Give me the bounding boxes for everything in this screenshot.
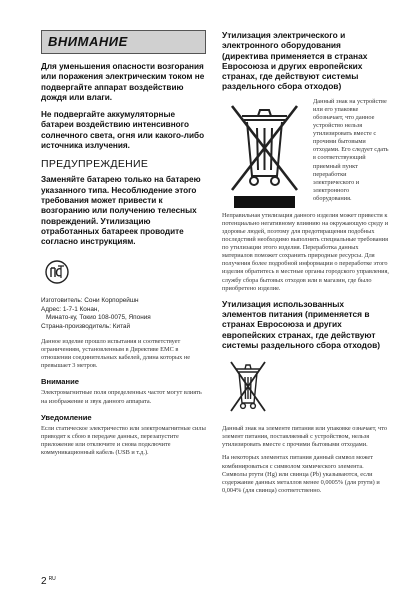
page-number-value: 2: [41, 576, 47, 587]
battery-paragraph-1: Данный знак на элементе питания или упаковке означает, что элемент питания, поставляемый с устройством, нельзя утилизировать вместе с прочими бытовыми отходами.: [222, 425, 388, 449]
page-number: [41, 576, 56, 587]
battery-heading: Утилизация использованных элементов питания (применяется в странах Евросоюза и других европейских странах, где действуют системы раздельного сбора отходов): [222, 298, 381, 350]
weee-side-text: Данный знак на устройстве или его упаковке обозначает, что данное устройство нельзя утилизировать вместе с прочими бытовыми отходами. Его следует сдать в соответствующий приемный пункт переработки электрического и электронного оборудования.: [313, 97, 389, 202]
weee-paragraph: Неправильная утилизация данного изделия может привести к потенциально негативному влиянию на окружающую среду и здоровье людей, поэтому для предотвращения подобных последствий необходимо выполнять специальные требования по утилизации этого изделия. Переработка данных материалов поможет сохранить природные ресурсы. Для получения более подробной информации о переработке этого изделия обратитесь в местные органы городского управления, службу сбора бытовых отходов или в магазин, где было приобретено изделие.: [222, 211, 389, 292]
manufacturer-line: Изготовитель: Сони Корпорейшн: [41, 297, 139, 305]
left-column: [41, 30, 206, 462]
bold-paragraph-2: Не подвергайте аккумуляторные батареи воздействию интенсивного солнечного света, огня или какого-либо источника излучения.: [41, 110, 205, 151]
manufacturer-line: Минато-ку, Токио 108-0075, Япония: [46, 314, 151, 322]
warning-header-box: [41, 30, 206, 54]
warning-header: ВНИМАНИЕ: [48, 34, 128, 49]
caution-heading: ПРЕДУПРЕЖДЕНИЕ: [41, 158, 149, 171]
manufacturer-line: Страна-производитель: Китай: [41, 322, 131, 330]
emc-paragraph: Данное изделие прошло испытания и соответствует ограничениям, установленным в Директиве EMC в отношении соединительных кабелей, длина которых не превышает 3 метров.: [41, 338, 191, 370]
manufacturer-line: Адрес: 1-7-1 Конан,: [41, 305, 100, 313]
notice-paragraph: Если статическое электричество или электромагнитные силы приводят к сбою в передаче данных, перезапустите приложение или отключите и снова подключите коммуникационный кабель (USB и т.д.).: [41, 424, 206, 456]
battery-paragraph-2: На некоторых элементах питания данный символ может комбинироваться с символом химического элемента. Символы ртути (Hg) или свинца (Pb) указываются, если содержание данных металлов менее 0,0005% (для ртути) и 0,004% (для свинца) соответственно.: [222, 454, 380, 494]
weee-heading: Утилизация электрического и электронного оборудования (директива применяется в странах Евросоюза и других европейских странах, где действуют системы раздельного сбора отходов): [222, 30, 368, 92]
language-code: RU: [48, 576, 56, 582]
bold-paragraph-1: Для уменьшения опасности возгорания или поражения электрическим током не подвергайте аппарат воздействию дождя или влаги.: [41, 62, 205, 102]
right-column: [222, 30, 389, 500]
crossed-battery-bin-icon: [226, 359, 270, 417]
bold-paragraph-3: Заменяйте батарею только на батарею указанного типа. Несоблюдение этого требования может привести к возгоранию или получению телесных повреждений. Утилизацию отработанных батареек проводите согласно инструкциям.: [41, 175, 201, 247]
notice-heading: Уведомление: [41, 412, 92, 422]
attention-heading: Внимание: [41, 377, 79, 387]
manufacturer-info: [41, 297, 206, 331]
crossed-bin-icon: [222, 98, 307, 210]
pct-certification-icon: [45, 260, 69, 284]
weee-symbol-row: [222, 98, 389, 210]
attention-paragraph: Электромагнитные поля определенных частот могут влиять на изображение и звук данного аппарата.: [41, 389, 202, 405]
